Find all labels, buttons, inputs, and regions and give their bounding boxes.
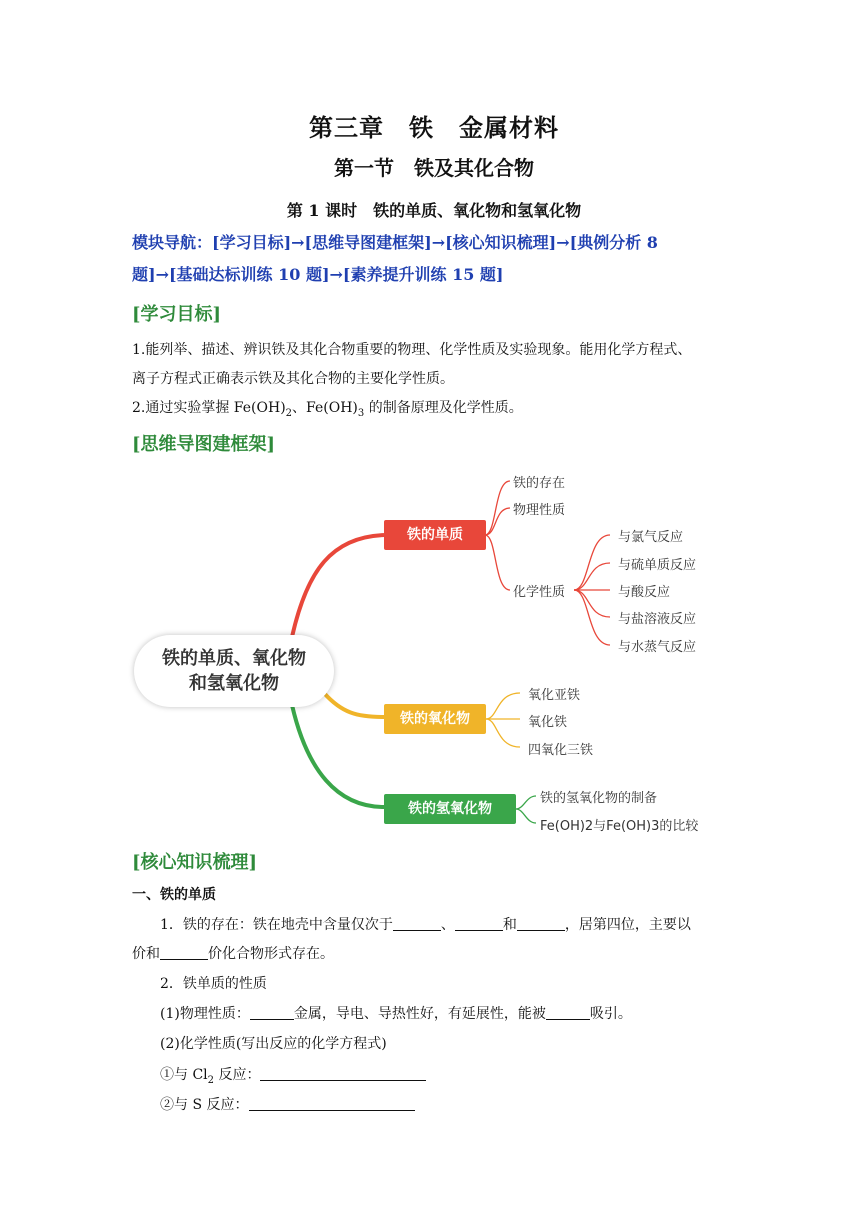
mind-map xyxy=(132,465,742,845)
part-1-heading: 一、铁的单质 xyxy=(132,887,216,903)
para-iron-existence-2 xyxy=(132,940,742,969)
central-line-2: 和氢氧化物 xyxy=(189,673,279,694)
chapter-title: 第三章 铁 金属材料 xyxy=(309,113,559,142)
goal-2-sub2: 3 xyxy=(357,407,365,419)
p5-text-b: 反应： xyxy=(214,1067,261,1083)
hydroxide-line-2 xyxy=(516,809,536,823)
blank-5[interactable] xyxy=(250,1003,294,1020)
leaf-hydroxide-preparation: 铁的氢氧化物的制备 xyxy=(540,791,658,806)
chem-line-2 xyxy=(574,563,610,590)
goal-2 xyxy=(132,394,742,428)
blank-answer-sulfur[interactable] xyxy=(249,1094,415,1111)
para-iron-existence-1 xyxy=(132,911,742,940)
leaf-hydroxide-comparison: Fe(OH)2与Fe(OH)3的比较 xyxy=(540,819,699,834)
goal-1-line1: 1.能列举、描述、辨识铁及其化合物重要的物理、化学性质及实验现象。能用化学方程式、 xyxy=(132,342,692,358)
goal-1-line2: 离子方程式正确表示铁及其化合物的主要化学性质。 xyxy=(132,371,454,387)
leaf-chem-salt: 与盐溶液反应 xyxy=(618,612,697,627)
mind-map-central-node xyxy=(134,635,334,707)
goal-2-text-c: 的制备原理及化学性质。 xyxy=(364,400,523,416)
blank-4[interactable] xyxy=(160,943,208,960)
module-nav-line2: 题]→[基础达标训练 10 题]→[素养提升训练 15 题] xyxy=(132,265,504,284)
goal-2-text-a: 2.通过实验掌握 Fe(OH) xyxy=(132,400,286,416)
leaf-ferrous-oxide: 氧化亚铁 xyxy=(528,688,581,703)
leaf-chemical-property: 化学性质 xyxy=(513,585,566,600)
leaf-ferroferric-oxide: 四氧化三铁 xyxy=(528,743,594,758)
goal-2-text-b: 、Fe(OH) xyxy=(292,400,358,416)
goal-2-sub1: 2 xyxy=(285,407,293,419)
p5-text-a: ①与 Cl xyxy=(160,1067,208,1083)
lesson-title: 第 1 课时 铁的单质、氧化物和氢氧化物 xyxy=(286,201,582,220)
leaf-chem-acid: 与酸反应 xyxy=(618,585,671,600)
oxide-line-1 xyxy=(486,693,520,719)
chem-line-1 xyxy=(574,535,610,590)
blank-2[interactable] xyxy=(455,914,503,931)
connector-green xyxy=(292,705,384,807)
p3-text-c: 吸引。 xyxy=(589,1006,632,1022)
core-heading: [核心知识梳理] xyxy=(132,852,258,873)
leaf-chem-chlorine: 与氯气反应 xyxy=(618,530,684,545)
branch-iron-hydroxide: 铁的氢氧化物 xyxy=(384,794,516,824)
blank-answer-chlorine[interactable] xyxy=(260,1064,426,1081)
leaf-chem-sulfur: 与硫单质反应 xyxy=(618,558,697,573)
blank-6[interactable] xyxy=(546,1003,590,1020)
connector-yellow xyxy=(324,693,384,717)
p1-text-e: 价和 xyxy=(132,946,160,962)
para-physical-property xyxy=(132,1000,742,1029)
chem-line-5 xyxy=(574,590,610,645)
p1-text-b: 、 xyxy=(440,917,455,933)
leaf-line-3 xyxy=(485,535,510,590)
leaf-line-2 xyxy=(485,508,510,535)
central-line-1: 铁的单质、氧化物 xyxy=(162,648,306,669)
leaf-chem-steam: 与水蒸气反应 xyxy=(618,640,697,655)
section-title: 第一节 铁及其化合物 xyxy=(334,156,534,180)
leaf-iron-existence: 铁的存在 xyxy=(513,476,566,491)
leaf-physical-property: 物理性质 xyxy=(513,503,566,518)
p3-text-b: 金属，导电、导热性好，有延展性，能被 xyxy=(293,1006,546,1022)
p1-text-c: 和 xyxy=(502,917,517,933)
para-iron-property: 2．铁单质的性质 xyxy=(160,976,267,992)
para-reaction-sulfur xyxy=(132,1091,742,1120)
branch-iron-oxide: 铁的氧化物 xyxy=(384,704,486,734)
branch-iron-element: 铁的单质 xyxy=(384,520,486,550)
para-reaction-chlorine xyxy=(132,1061,742,1095)
blank-3[interactable] xyxy=(517,914,565,931)
para-chemical-property: (2)化学性质(写出反应的化学方程式) xyxy=(160,1036,387,1052)
leaf-ferric-oxide: 氧化铁 xyxy=(528,715,568,730)
mindmap-heading: [思维导图建框架] xyxy=(132,434,276,455)
p1-text-f: 价化合物形式存在。 xyxy=(208,946,334,962)
connector-red xyxy=(292,535,384,637)
p5-sub: 2 xyxy=(207,1074,215,1086)
chem-line-4 xyxy=(574,590,610,617)
p6-text: ②与 S 反应： xyxy=(160,1097,249,1113)
p1-text-a: 1．铁的存在：铁在地壳中含量仅次于 xyxy=(160,917,393,933)
module-nav-line1: 模块导航：[学习目标]→[思维导图建框架]→[核心知识梳理]→[典例分析 8 xyxy=(132,233,658,252)
oxide-line-3 xyxy=(486,719,520,747)
p3-text-a: (1)物理性质： xyxy=(160,1006,250,1022)
blank-1[interactable] xyxy=(393,914,441,931)
hydroxide-line-1 xyxy=(516,796,536,809)
goals-heading: [学习目标] xyxy=(132,304,222,325)
p1-text-d: ，居第四位，主要以 xyxy=(564,917,691,933)
